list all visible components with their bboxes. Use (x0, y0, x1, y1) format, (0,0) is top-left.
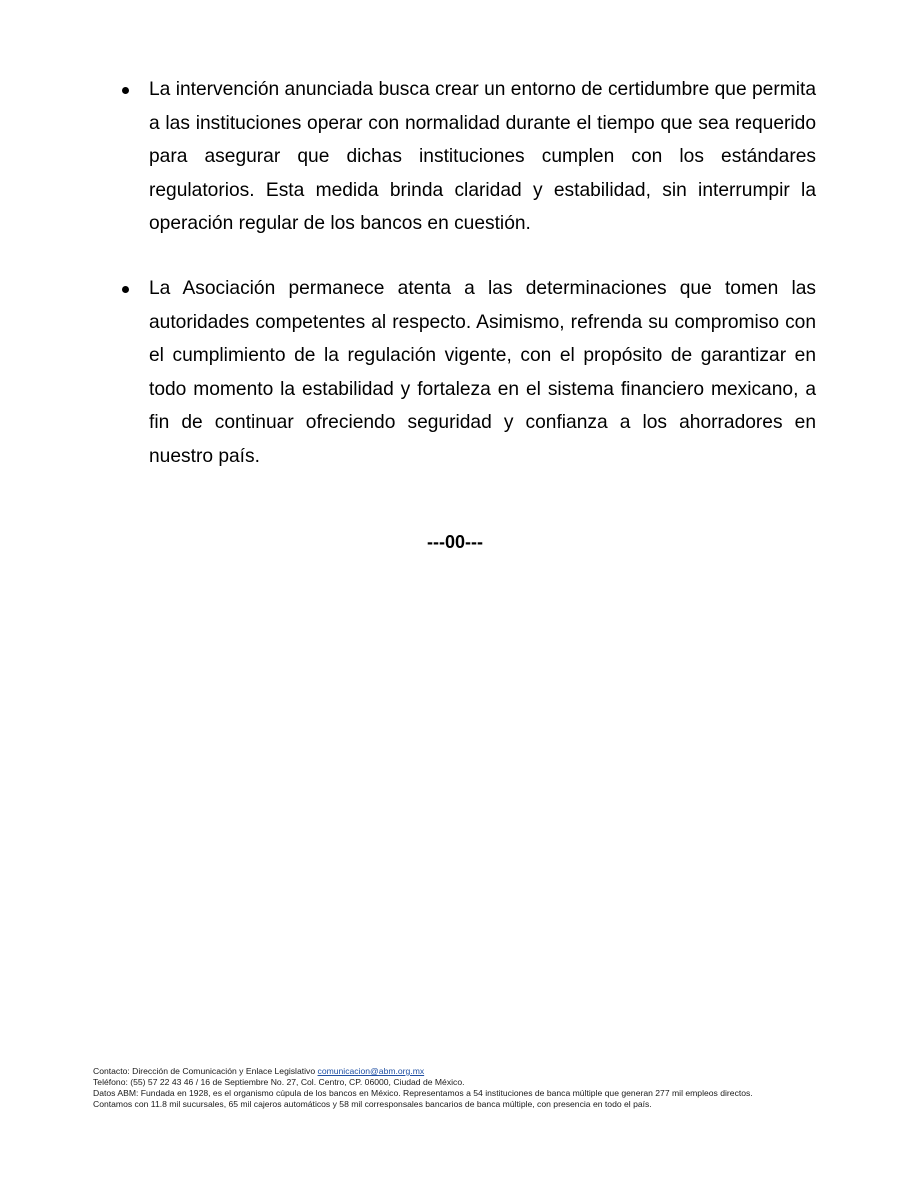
end-marker: ---00--- (427, 532, 483, 552)
bullet-dot-icon (122, 286, 129, 293)
footer-data-line: Datos ABM: Fundada en 1928, es el organismo cúpula de los bancos en México. Representamos a 54 instituciones de banca múltiple que generan 277 mil empleos directos. (93, 1088, 753, 1098)
bullet-item-intervention (122, 73, 816, 241)
footer-contact-line (93, 1066, 853, 1077)
bullet-text: La intervención anunciada busca crear un entorno de certidumbre que permita a las instituciones operar con normalidad durante el tiempo que sea requerido para asegurar que dichas instituciones cumplen con los estándares regulatorios. Esta medida brinda claridad y estabilidad, sin interrumpir la operación regular de los bancos en cuestión. (149, 79, 816, 235)
bullet-item-association (122, 272, 816, 474)
footer (93, 1066, 853, 1110)
bullet-text: La Asociación permanece atenta a las determinaciones que tomen las autoridades competentes al respecto. Asimismo, refrenda su compromiso con el cumplimiento de la regulación vigente, con el propósito de garantizar en todo momento la estabilidad y fortaleza en el sistema financiero mexicano, a fin de continuar ofreciendo seguridad y confianza a los ahorradores en nuestro país. (149, 277, 816, 467)
footer-branches-line: Contamos con 11.8 mil sucursales, 65 mil cajeros automáticos y 58 mil corresponsales bancarios de banca múltiple, con presencia en todo el país. (93, 1099, 652, 1109)
contact-label: Contacto: Dirección de Comunicación y Enlace Legislativo (93, 1066, 316, 1076)
footer-phone-line: Teléfono: (55) 57 22 43 46 / 16 de Septiembre No. 27, Col. Centro, CP. 06000, Ciudad de México. (93, 1077, 465, 1087)
contact-email-link[interactable]: comunicacion@abm.org.mx (317, 1066, 425, 1076)
bullet-dot-icon (122, 87, 129, 94)
bullet-list (122, 73, 816, 505)
